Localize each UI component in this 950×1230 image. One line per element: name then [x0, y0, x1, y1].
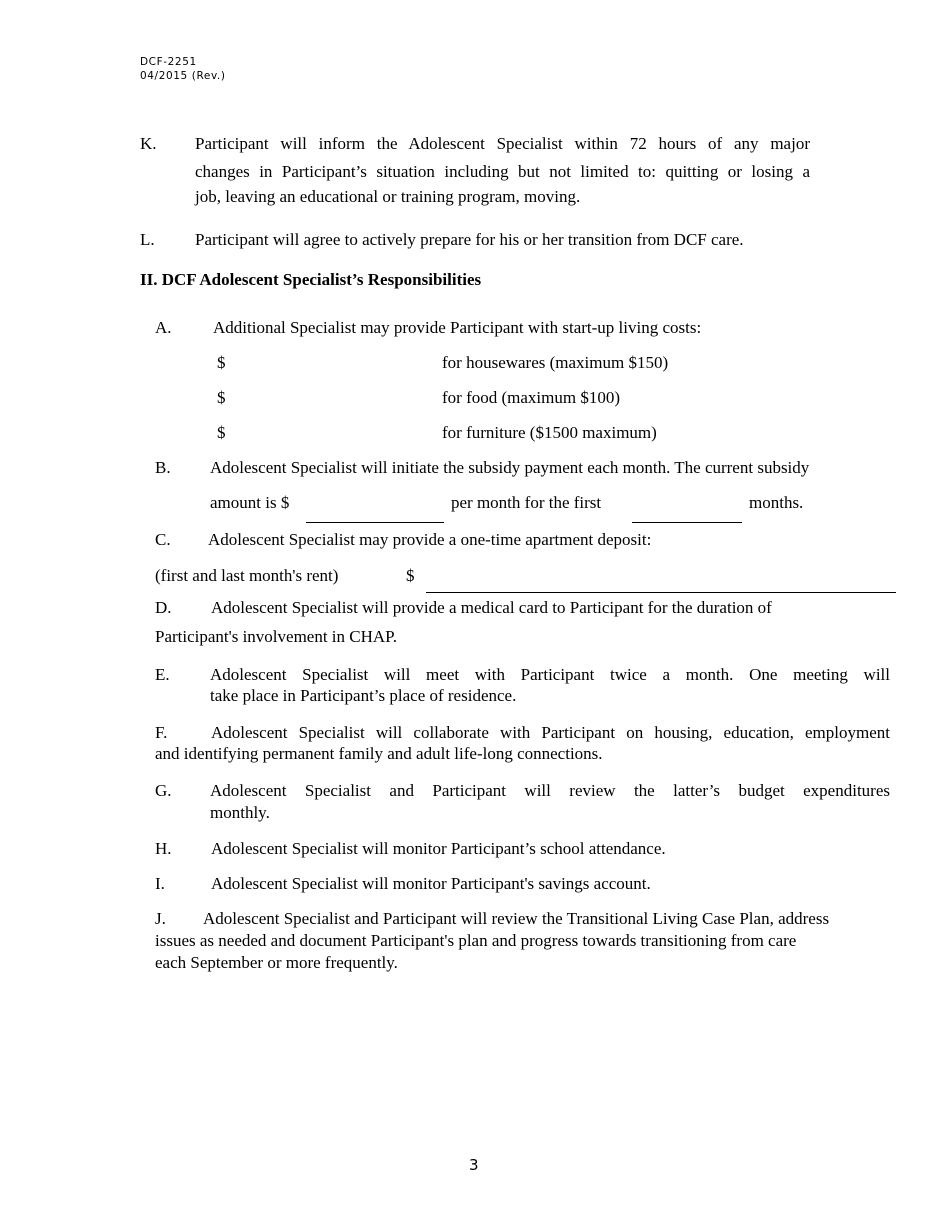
item-g-line1: Adolescent Specialist and Participant will review the latter’s budget expenditures [210, 781, 890, 800]
item-b-per-month: per month for the first [451, 493, 602, 512]
item-g-line2: monthly. [210, 803, 270, 822]
item-b-line1: Adolescent Specialist will initiate the subsidy payment each month. The current subsidy [210, 458, 810, 477]
item-e-line1: Adolescent Specialist will meet with Participant twice a month. One meeting will [210, 665, 890, 684]
item-k-line3: job, leaving an educational or training program, moving. [195, 187, 581, 206]
item-a-text: Additional Specialist may provide Participant with start-up living costs: [213, 318, 702, 337]
item-c-letter: C. [155, 530, 171, 549]
item-b-amount-prefix: amount is $ [210, 493, 290, 512]
item-k-line1: Participant will inform the Adolescent Specialist within 72 hours of any major [195, 134, 810, 153]
deposit-label: (first and last month's rent) [155, 566, 339, 585]
item-h-letter: H. [155, 839, 172, 858]
form-revision: 04/2015 (Rev.) [140, 70, 226, 82]
item-e-letter: E. [155, 665, 170, 684]
item-d-line2: Participant's involvement in CHAP. [155, 627, 397, 646]
item-l-text: Participant will agree to actively prepare for his or her transition from DCF care. [195, 230, 744, 249]
cost-furniture-label: for furniture ($1500 maximum) [442, 423, 657, 442]
item-f-letter: F. [155, 723, 168, 742]
cost-housewares-label: for housewares (maximum $150) [442, 353, 669, 372]
item-d-letter: D. [155, 598, 172, 617]
item-e-line2: take place in Participant’s place of residence. [210, 686, 517, 705]
section-ii-heading: II. DCF Adolescent Specialist’s Responsibilities [140, 270, 482, 289]
subsidy-months-blank[interactable] [632, 522, 742, 523]
item-d-line1: Adolescent Specialist will provide a medical card to Participant for the duration of [211, 598, 772, 617]
item-a-letter: A. [155, 318, 172, 337]
deposit-symbol: $ [406, 566, 415, 585]
item-c-text: Adolescent Specialist may provide a one-time apartment deposit: [208, 530, 652, 549]
deposit-amount-blank[interactable] [426, 592, 896, 593]
cost-furniture-symbol: $ [217, 423, 226, 442]
item-i-text: Adolescent Specialist will monitor Participant's savings account. [211, 874, 651, 893]
item-j-line2: issues as needed and document Participant's plan and progress towards transitioning from care [155, 931, 797, 950]
item-j-line3: each September or more frequently. [155, 953, 398, 972]
item-b-letter: B. [155, 458, 171, 477]
cost-food-symbol: $ [217, 388, 226, 407]
item-g-letter: G. [155, 781, 172, 800]
item-f-line2: and identifying permanent family and adult life-long connections. [155, 744, 603, 763]
item-b-months: months. [749, 493, 804, 512]
cost-food-label: for food (maximum $100) [442, 388, 620, 407]
page-number: 3 [469, 1156, 479, 1174]
item-l-letter: L. [140, 230, 155, 249]
item-i-letter: I. [155, 874, 165, 893]
item-j-letter: J. [155, 909, 166, 928]
item-h-text: Adolescent Specialist will monitor Participant’s school attendance. [211, 839, 666, 858]
form-number: DCF-2251 [140, 56, 197, 68]
item-j-line1: Adolescent Specialist and Participant will review the Transitional Living Case Plan, address [203, 909, 830, 928]
subsidy-amount-blank[interactable] [306, 522, 444, 523]
cost-housewares-symbol: $ [217, 353, 226, 372]
item-k-line2: changes in Participant’s situation including but not limited to: quitting or losing a [195, 162, 810, 181]
item-k-letter: K. [140, 134, 157, 153]
item-f-line1: Adolescent Specialist will collaborate with Participant on housing, education, employment [211, 723, 890, 742]
